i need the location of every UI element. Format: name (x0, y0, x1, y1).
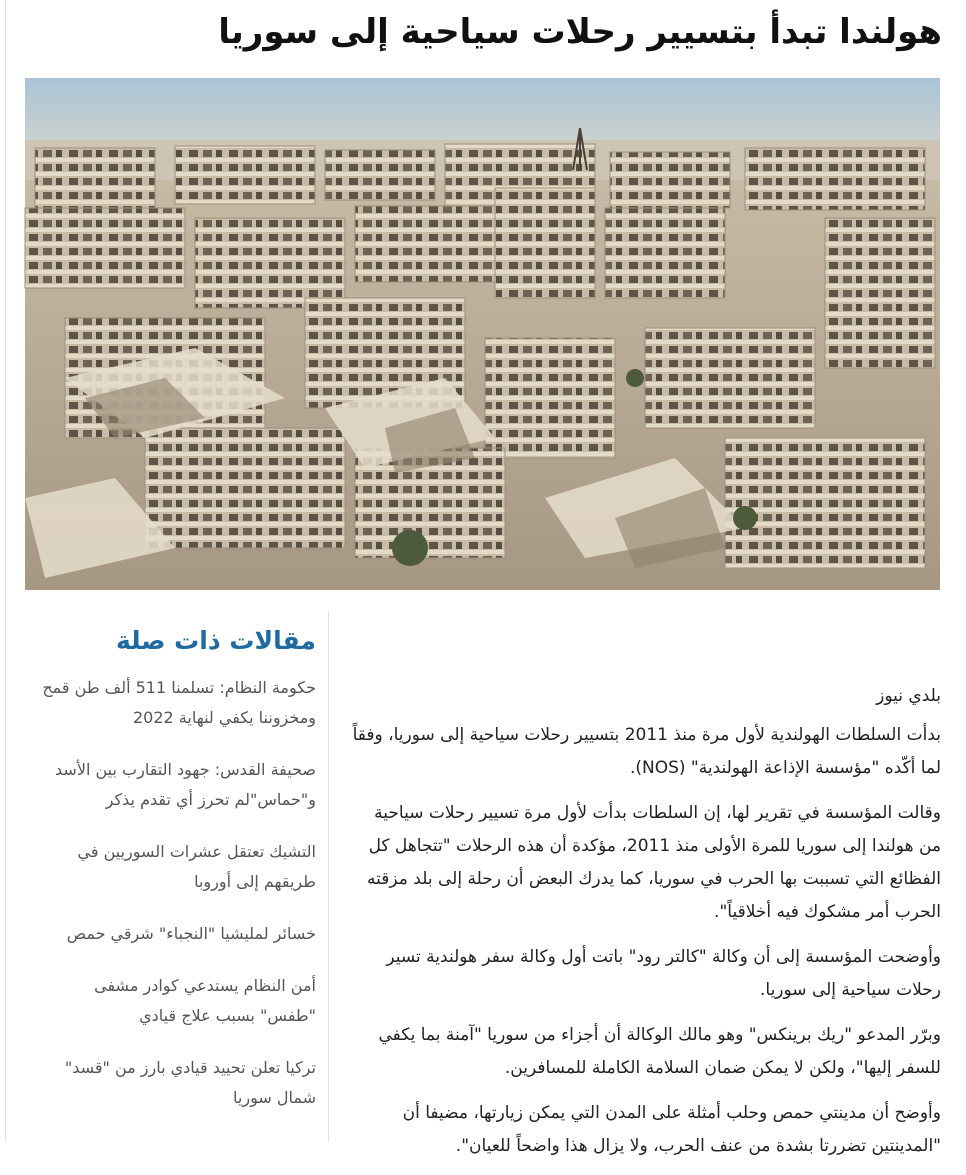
related-articles-list (36, 673, 316, 1113)
related-article-link[interactable]: حكومة النظام: تسلمنا 511 ألف طن قمح ومخزوننا يكفي لنهاية 2022 (42, 678, 316, 727)
article-paragraph: وأوضحت المؤسسة إلى أن وكالة "كالتر رود" باتت أول وكالة سفر هولندية تسير رحلات سياحية إلى سوريا. (386, 947, 941, 1000)
related-article-link[interactable]: صحيفة القدس: جهود التقارب بين الأسد و"حماس"لم تحرز أي تقدم يذكر (55, 760, 316, 809)
page-left-border (5, 0, 6, 1142)
article-source: بلدي نيوز (876, 686, 941, 706)
article-hero-image (25, 78, 940, 590)
related-articles-sidebar (36, 612, 316, 1113)
article-body (352, 680, 941, 1175)
related-article-link[interactable]: أمن النظام يستدعي كوادر مشفى "طفس" بسبب علاج قيادي (94, 976, 316, 1025)
related-article-link[interactable]: التشيك تعتقل عشرات السوريين في طريقهم إلى أوروبا (77, 842, 316, 891)
article-paragraph: وأوضح أن مدينتي حمص وحلب أمثلة على المدن التي يمكن زيارتها، مضيفا أن "المدينتين تضررتا بشدة من عنف الحرب، ولا يزال هذا واضحاً للعيان". (402, 1103, 941, 1156)
related-article-link[interactable]: خسائر لمليشيا "النجباء" شرقي حمص (66, 924, 316, 943)
article-paragraph: وبرّر المدعو "ريك برينكس" وهو مالك الوكالة أن أجزاء من سوريا "آمنة بما يكفي للسفر إليها"، ولكن لا يمكن ضمان السلامة الكاملة للمسافرين. (378, 1025, 941, 1078)
article-paragraph: وقالت المؤسسة في تقرير لها، إن السلطات بدأت لأول مرة تسيير رحلات سياحية من هولندا إلى سوريا للمرة الأولى منذ 2011، مؤكدة أن هذه الرحلات "تتجاهل كل الفظائع التي تسببت بها الحرب في سوريا، كما يدرك البعض أن رحلة إلى بلد مزقته الحرب أمر مشكوك فيه أخلاقياً". (367, 803, 941, 922)
related-articles-title: مقالات ذات صلة (115, 626, 316, 655)
article-paragraph: بدأت السلطات الهولندية لأول مرة منذ 2011 بتسيير رحلات سياحية إلى سوريا، وفقاً لما أكّده "مؤسسة الإذاعة الهولندية" (NOS). (352, 725, 941, 778)
related-article-link[interactable]: تركيا تعلن تحييد قيادي بارز من "قسد" شمال سوريا (64, 1058, 316, 1107)
column-divider (328, 612, 329, 1142)
article-title: هولندا تبدأ بتسيير رحلات سياحية إلى سوريا (218, 12, 942, 52)
